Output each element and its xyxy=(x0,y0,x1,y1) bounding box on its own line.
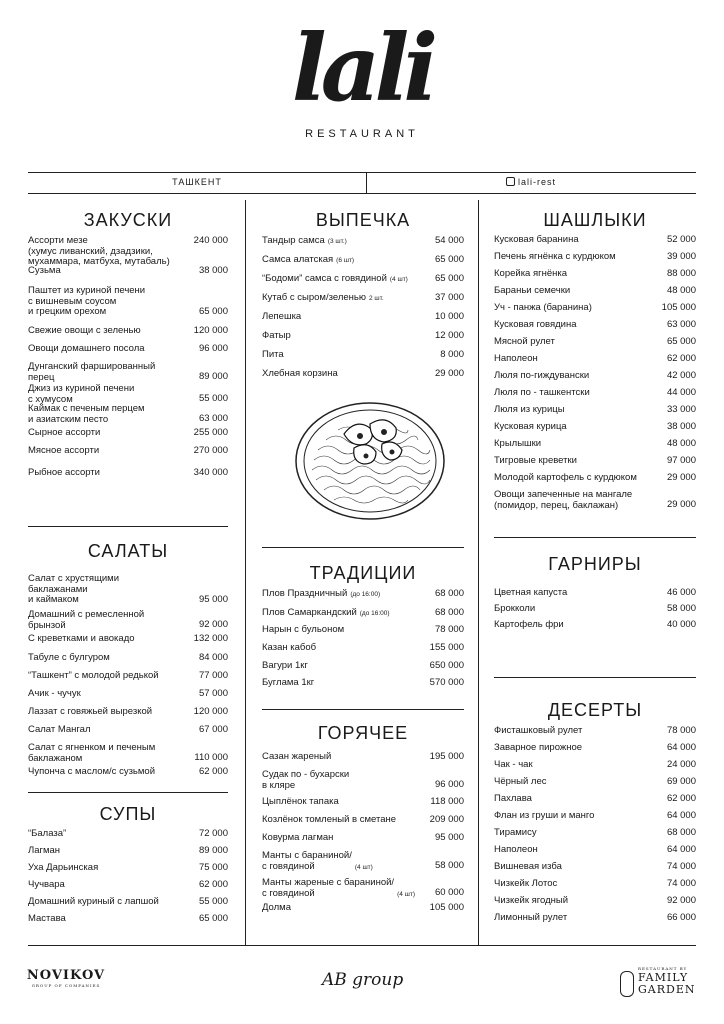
menu-item-price: 40 000 xyxy=(666,619,696,630)
menu-item xyxy=(494,896,696,907)
menu-item xyxy=(494,879,696,890)
menu-item-note: 2 шт. xyxy=(368,295,384,302)
menu-item-name: Молодой картофель с курдюком xyxy=(494,472,637,483)
menu-item-price: 42 000 xyxy=(666,370,696,381)
menu-item-name: Салат с хрустящими баклажанами и каймаком xyxy=(28,573,120,605)
menu-item-price: 48 000 xyxy=(666,438,696,449)
menu-item xyxy=(494,456,696,467)
menu-item-name: Сазан жареный xyxy=(262,751,332,762)
ab-group-logo xyxy=(322,970,412,990)
menu-item-price: 62 000 xyxy=(666,793,696,804)
family-garden-top: FAMILY xyxy=(638,971,689,984)
menu-item xyxy=(262,833,464,844)
menu-item-price: 66 000 xyxy=(666,912,696,923)
menu-item xyxy=(262,903,464,914)
menu-item-price: 97 000 xyxy=(666,455,696,466)
menu-item-name: “Балаза” xyxy=(28,828,67,839)
menu-item xyxy=(494,303,696,314)
menu-item-name: Дунганский фаршированный перец xyxy=(28,361,156,383)
menu-item xyxy=(262,312,464,323)
menu-item-price: 77 000 xyxy=(198,670,228,681)
menu-item-price: 38 000 xyxy=(198,265,228,276)
menu-item-price: 12 000 xyxy=(434,330,464,341)
menu-item-name: Люля из курицы xyxy=(494,404,565,415)
menu-item-price: 65 000 xyxy=(434,254,464,265)
menu-item-name: Домашний с ремесленной брынзой xyxy=(28,609,145,631)
menu-item-price: 95 000 xyxy=(198,594,228,605)
menu-item xyxy=(262,236,464,248)
menu-item-name: Тирамису xyxy=(494,827,537,838)
menu-item xyxy=(28,286,228,318)
menu-item-name: Козлёнок томленый в сметане xyxy=(262,814,397,825)
menu-item-name: Долма xyxy=(262,902,291,913)
menu-item-name: “Бодоми” самса с говядиной xyxy=(262,273,387,284)
menu-item-price: 68 000 xyxy=(666,827,696,838)
menu-item-price: 84 000 xyxy=(198,652,228,663)
menu-item-note: (6 шт) xyxy=(336,257,355,264)
menu-item-name: Лагман xyxy=(28,845,61,856)
menu-item xyxy=(494,422,696,433)
menu-item-name: Нарын с бульоном xyxy=(262,624,345,635)
instagram-handle[interactable] xyxy=(366,177,696,187)
menu-item xyxy=(494,760,696,771)
menu-item-price: 8 000 xyxy=(440,349,464,360)
section-title-salaty: САЛАТЫ xyxy=(87,541,169,561)
menu-item-note: (4 шт) xyxy=(354,863,373,871)
menu-item-note: (3 шт.) xyxy=(327,238,347,245)
menu-item xyxy=(262,608,464,620)
menu-item-price: 89 000 xyxy=(198,371,228,382)
menu-item-price: 120 000 xyxy=(193,325,228,336)
menu-item-name: Лимонный рулет xyxy=(494,912,568,923)
menu-item-name: Лаззат с говяжьей вырезкой xyxy=(28,706,153,717)
menu-item-name: Домашний куриный с лапшой xyxy=(28,896,159,907)
menu-item-name: С креветками и авокадо xyxy=(28,633,135,644)
menu-item-price: 209 000 xyxy=(429,814,464,825)
menu-item-price: 29 000 xyxy=(666,472,696,483)
menu-item xyxy=(28,634,228,645)
menu-item-name: Мясное ассорти xyxy=(28,445,100,456)
pilaf-plate-illustration xyxy=(294,400,446,522)
menu-item-name: Салат с ягненком и печеным баклажаном xyxy=(28,742,156,764)
city-label: ТАШКЕНТ xyxy=(172,177,222,187)
menu-item xyxy=(28,428,228,439)
menu-item-name: Люля по - ташкентски xyxy=(494,387,590,398)
menu-item-name: Чёрный лес xyxy=(494,776,547,787)
menu-item-name: Чучвара xyxy=(28,879,65,890)
logo-subtitle: RESTAURANT xyxy=(305,128,419,140)
menu-item-name: Чизкейк ягодный xyxy=(494,895,569,906)
header-bar xyxy=(28,172,696,194)
menu-item-price: 78 000 xyxy=(666,725,696,736)
menu-item-name: Каймак с печеным перцем и азиатским песто xyxy=(28,403,145,425)
menu-item xyxy=(262,274,464,286)
menu-item xyxy=(262,331,464,342)
menu-item-name: Судак по - бухарски в кляре xyxy=(262,769,350,791)
menu-item xyxy=(494,620,696,631)
menu-item xyxy=(262,643,464,654)
menu-item-name: Сырное ассорти xyxy=(28,427,101,438)
section-title-deserty: ДЕСЕРТЫ xyxy=(547,700,643,720)
menu-item-price: 105 000 xyxy=(429,902,464,913)
menu-item-price: 10 000 xyxy=(434,311,464,322)
novikov-wordmark: NOVIKOV xyxy=(26,968,106,983)
menu-item-name: Уч - панжа (баранина) xyxy=(494,302,592,313)
menu-item xyxy=(28,384,228,405)
menu-item-price: 255 000 xyxy=(193,427,228,438)
menu-item xyxy=(28,266,228,277)
menu-item xyxy=(28,671,228,682)
menu-item xyxy=(262,589,464,601)
menu-item xyxy=(494,252,696,263)
menu-item xyxy=(262,815,464,826)
menu-item-price: 64 000 xyxy=(666,810,696,821)
rule-zakuski-salaty xyxy=(28,526,228,527)
menu-item xyxy=(262,661,464,672)
menu-item xyxy=(28,468,228,479)
menu-item-name: Хлебная корзина xyxy=(262,368,338,379)
instagram-icon xyxy=(506,177,515,186)
menu-item-price: 92 000 xyxy=(666,895,696,906)
menu-item-name: Брокколи xyxy=(494,603,536,614)
menu-item-price: 72 000 xyxy=(198,828,228,839)
menu-item-price: 92 000 xyxy=(198,619,228,630)
menu-item-price: 89 000 xyxy=(198,845,228,856)
menu-item xyxy=(494,743,696,754)
menu-item-name: Мясной рулет xyxy=(494,336,555,347)
menu-item-price: 68 000 xyxy=(434,607,464,618)
menu-item xyxy=(494,354,696,365)
menu-item-price: 120 000 xyxy=(193,706,228,717)
novikov-logo xyxy=(26,968,106,988)
menu-item xyxy=(28,689,228,700)
menu-item-price: 270 000 xyxy=(193,445,228,456)
menu-item xyxy=(28,743,228,764)
section-title-goryachee: ГОРЯЧЕЕ xyxy=(317,723,409,743)
ab-group-wordmark: AB group xyxy=(322,970,404,990)
menu-item-price: 62 000 xyxy=(666,353,696,364)
menu-item-note: (до 16:00) xyxy=(350,591,381,598)
menu-item xyxy=(262,878,464,900)
menu-item xyxy=(262,255,464,267)
rule-garniry-deserty xyxy=(494,677,696,678)
menu-item-name: Самса алатская xyxy=(262,254,334,265)
menu-item-name: Ассорти мезе (хумус ливанский, дзадзики, мухаммара, матбуха, мутабаль) xyxy=(28,235,170,267)
menu-item-name: Ковурма лагман xyxy=(262,832,334,843)
menu-item-price: 78 000 xyxy=(434,624,464,635)
menu-item-price: 195 000 xyxy=(429,751,464,762)
menu-item-price: 63 000 xyxy=(198,413,228,424)
menu-item-name: Печень ягнёнка с курдюком xyxy=(494,251,616,262)
menu-item-price: 67 000 xyxy=(198,724,228,735)
menu-item-name: Вагури 1кг xyxy=(262,660,308,671)
menu-item-price: 37 000 xyxy=(434,292,464,303)
menu-item-price: 52 000 xyxy=(666,234,696,245)
menu-item xyxy=(494,371,696,382)
menu-item-price: 65 000 xyxy=(434,273,464,284)
menu-item-price: 570 000 xyxy=(429,677,464,688)
menu-item-name: Уха Дарьинская xyxy=(28,862,99,873)
menu-item xyxy=(262,851,464,873)
menu-item-price: 65 000 xyxy=(198,913,228,924)
menu-item-name: Овощи запеченные на мангале (помидор, перец, баклажан) xyxy=(494,489,633,511)
section-title-zakuski: ЗАКУСКИ xyxy=(83,210,173,230)
menu-item-price: 75 000 xyxy=(198,862,228,873)
menu-item-price: 132 000 xyxy=(193,633,228,644)
menu-item xyxy=(494,320,696,331)
menu-item-price: 96 000 xyxy=(434,779,464,790)
menu-item-name: Салат Мангал xyxy=(28,724,91,735)
menu-item xyxy=(494,845,696,856)
menu-item xyxy=(494,405,696,416)
menu-item xyxy=(28,707,228,718)
menu-item-name: Пита xyxy=(262,349,284,360)
menu-item-name: Кусковая говядина xyxy=(494,319,577,330)
menu-item-name: Буглама 1кг xyxy=(262,677,315,688)
menu-item xyxy=(28,846,228,857)
menu-item-name: Тигровые креветки xyxy=(494,455,577,466)
menu-item xyxy=(28,362,228,383)
novikov-subtitle: GROUP OF COMPANIES xyxy=(31,983,101,988)
menu-item-name: Наполеон xyxy=(494,844,538,855)
menu-item-name: Паштет из куриной печени с вишневым соусом и грецким орехом xyxy=(28,285,146,317)
menu-item xyxy=(28,653,228,664)
rule-vypechka-tradicii xyxy=(262,547,464,548)
menu-item xyxy=(494,235,696,246)
menu-item-price: 110 000 xyxy=(194,752,228,763)
restaurant-logo xyxy=(0,14,724,140)
menu-item-name: Наполеон xyxy=(494,353,538,364)
bottom-rule xyxy=(28,945,696,946)
menu-item xyxy=(262,625,464,636)
menu-item-name: Казан кабоб xyxy=(262,642,317,653)
menu-item-price: 155 000 xyxy=(429,642,464,653)
menu-item-price: 44 000 xyxy=(666,387,696,398)
menu-item-price: 62 000 xyxy=(198,766,228,777)
rule-tradicii-goryachee xyxy=(262,709,464,710)
menu-item xyxy=(494,439,696,450)
column-divider-left xyxy=(245,200,246,945)
menu-item-name: Люля по-гиждувански xyxy=(494,370,590,381)
menu-item-price: 68 000 xyxy=(434,588,464,599)
menu-item xyxy=(494,726,696,737)
menu-item-price: 55 000 xyxy=(198,393,228,404)
menu-item-name: Картофель фри xyxy=(494,619,564,630)
menu-item-note: (4 шт) xyxy=(389,276,408,283)
menu-item-price: 55 000 xyxy=(198,896,228,907)
menu-item-note: (до 16:00) xyxy=(359,610,390,617)
menu-item-name: Манты с бараниной/ с говядиной xyxy=(262,850,352,872)
menu-item-name: Лепешка xyxy=(262,311,302,322)
section-title-supy: СУПЫ xyxy=(99,804,157,824)
menu-item-name: Заварное пирожное xyxy=(494,742,583,753)
menu-item xyxy=(262,350,464,361)
menu-item xyxy=(262,752,464,763)
menu-item-name: Свежие овощи с зеленью xyxy=(28,325,141,336)
menu-item-name: Кусковая курица xyxy=(494,421,567,432)
menu-item xyxy=(494,588,696,599)
menu-item-price: 69 000 xyxy=(666,776,696,787)
menu-item-name: Овощи домашнего посола xyxy=(28,343,145,354)
menu-item xyxy=(28,326,228,337)
menu-item-name: Плов Самаркандский xyxy=(262,607,357,618)
menu-item-price: 60 000 xyxy=(434,887,464,898)
menu-item-price: 650 000 xyxy=(429,660,464,671)
section-title-tradicii: ТРАДИЦИИ xyxy=(309,563,417,583)
menu-item-name: Манты жареные с бараниной/ с говядиной xyxy=(262,877,395,899)
menu-item-price: 96 000 xyxy=(198,343,228,354)
menu-item-name: Чизкейк Лотос xyxy=(494,878,558,889)
menu-item xyxy=(494,913,696,924)
menu-item xyxy=(494,269,696,280)
rule-salaty-supy xyxy=(28,792,228,793)
menu-item xyxy=(262,369,464,380)
logo-wordmark: lali xyxy=(291,14,433,122)
menu-item-price: 33 000 xyxy=(666,404,696,415)
menu-item xyxy=(28,344,228,355)
menu-item-price: 118 000 xyxy=(430,796,464,807)
menu-item-name: Кусковая баранина xyxy=(494,234,579,245)
menu-item-name: Фатыр xyxy=(262,330,291,341)
menu-item-price: 57 000 xyxy=(198,688,228,699)
menu-item xyxy=(28,725,228,736)
menu-item-price: 340 000 xyxy=(193,467,228,478)
menu-item-price: 54 000 xyxy=(434,235,464,246)
menu-item xyxy=(494,828,696,839)
menu-item-name: Табуле с булгуром xyxy=(28,652,110,663)
menu-item-price: 58 000 xyxy=(666,603,696,614)
menu-item xyxy=(494,286,696,297)
menu-item-name: Корейка ягнёнка xyxy=(494,268,568,279)
menu-item-name: Чупонча с маслом/с сузьмой xyxy=(28,766,156,777)
menu-item-price: 39 000 xyxy=(666,251,696,262)
menu-item-price: 65 000 xyxy=(198,306,228,317)
menu-item-price: 38 000 xyxy=(666,421,696,432)
menu-item xyxy=(28,446,228,457)
menu-item xyxy=(28,574,228,606)
menu-item-price: 62 000 xyxy=(198,879,228,890)
menu-item-name: Флан из груши и манго xyxy=(494,810,595,821)
menu-item xyxy=(494,811,696,822)
family-garden-bottom: GARDEN xyxy=(638,983,696,996)
menu-item-price: 88 000 xyxy=(666,268,696,279)
menu-item-name: Цыплёнок тапака xyxy=(262,796,339,807)
menu-item-price: 58 000 xyxy=(434,860,464,871)
family-garden-logo xyxy=(620,966,700,997)
menu-item xyxy=(262,293,464,305)
menu-item-name: Фисташковый рулет xyxy=(494,725,583,736)
menu-item-price: 48 000 xyxy=(666,285,696,296)
menu-item-name: “Ташкент” с молодой редькой xyxy=(28,670,159,681)
menu-item-name: Рыбное ассорти xyxy=(28,467,100,478)
section-title-vypechka: ВЫПЕЧКА xyxy=(315,210,411,230)
menu-item-price: 46 000 xyxy=(666,587,696,598)
menu-item-name: Кутаб с сыром/зеленью xyxy=(262,292,366,303)
menu-item xyxy=(494,862,696,873)
menu-item xyxy=(494,473,696,484)
menu-item xyxy=(494,490,696,511)
menu-item-name: Крылышки xyxy=(494,438,542,449)
rule-shashlyki-garniry xyxy=(494,537,696,538)
section-title-shashlyki: ШАШЛЫКИ xyxy=(543,210,647,230)
menu-item-name: Чак - чак xyxy=(494,759,533,770)
menu-item-name: Цветная капуста xyxy=(494,587,568,598)
menu-item xyxy=(28,863,228,874)
menu-item xyxy=(28,236,228,268)
menu-item-price: 240 000 xyxy=(193,235,228,246)
menu-item-name: Тандыр самса xyxy=(262,235,325,246)
menu-item-note: (4 шт) xyxy=(397,890,416,898)
menu-item xyxy=(494,794,696,805)
menu-item xyxy=(28,914,228,925)
menu-item xyxy=(28,880,228,891)
menu-item xyxy=(262,797,464,808)
menu-item xyxy=(494,337,696,348)
column-divider-right xyxy=(478,200,479,945)
menu-item-name: Сузьма xyxy=(28,265,61,276)
menu-item-price: 105 000 xyxy=(661,302,696,313)
menu-item-price: 65 000 xyxy=(666,336,696,347)
menu-item xyxy=(494,388,696,399)
menu-item xyxy=(28,829,228,840)
menu-item xyxy=(28,897,228,908)
menu-item-price: 29 000 xyxy=(434,368,464,379)
menu-item-name: Бараньи семечки xyxy=(494,285,571,296)
menu-item-price: 74 000 xyxy=(666,878,696,889)
menu-item-price: 74 000 xyxy=(666,861,696,872)
menu-item-price: 29 000 xyxy=(666,499,696,510)
section-title-garniry: ГАРНИРЫ xyxy=(548,554,642,574)
menu-item-price: 95 000 xyxy=(434,832,464,843)
menu-item xyxy=(494,777,696,788)
family-garden-icon xyxy=(620,971,634,997)
menu-item xyxy=(494,604,696,615)
menu-item-price: 24 000 xyxy=(666,759,696,770)
menu-item-name: Плов Праздничный xyxy=(262,588,348,599)
menu-item-price: 64 000 xyxy=(666,844,696,855)
menu-item xyxy=(262,770,464,791)
menu-item xyxy=(28,404,228,425)
menu-item-name: Мастава xyxy=(28,913,66,924)
menu-item-name: Джиз из куриной печени с хумусом xyxy=(28,383,135,405)
instagram-label: lali-rest xyxy=(517,177,556,187)
menu-item xyxy=(28,610,228,631)
menu-item xyxy=(28,767,228,778)
menu-item-name: Ачик - чучук xyxy=(28,688,81,699)
menu-item-name: Вишневая изба xyxy=(494,861,562,872)
menu-item xyxy=(262,678,464,689)
family-garden-small: RESTAURANT BY xyxy=(638,966,688,971)
menu-item-name: Пахлава xyxy=(494,793,532,804)
menu-item-price: 63 000 xyxy=(666,319,696,330)
menu-item-price: 64 000 xyxy=(666,742,696,753)
